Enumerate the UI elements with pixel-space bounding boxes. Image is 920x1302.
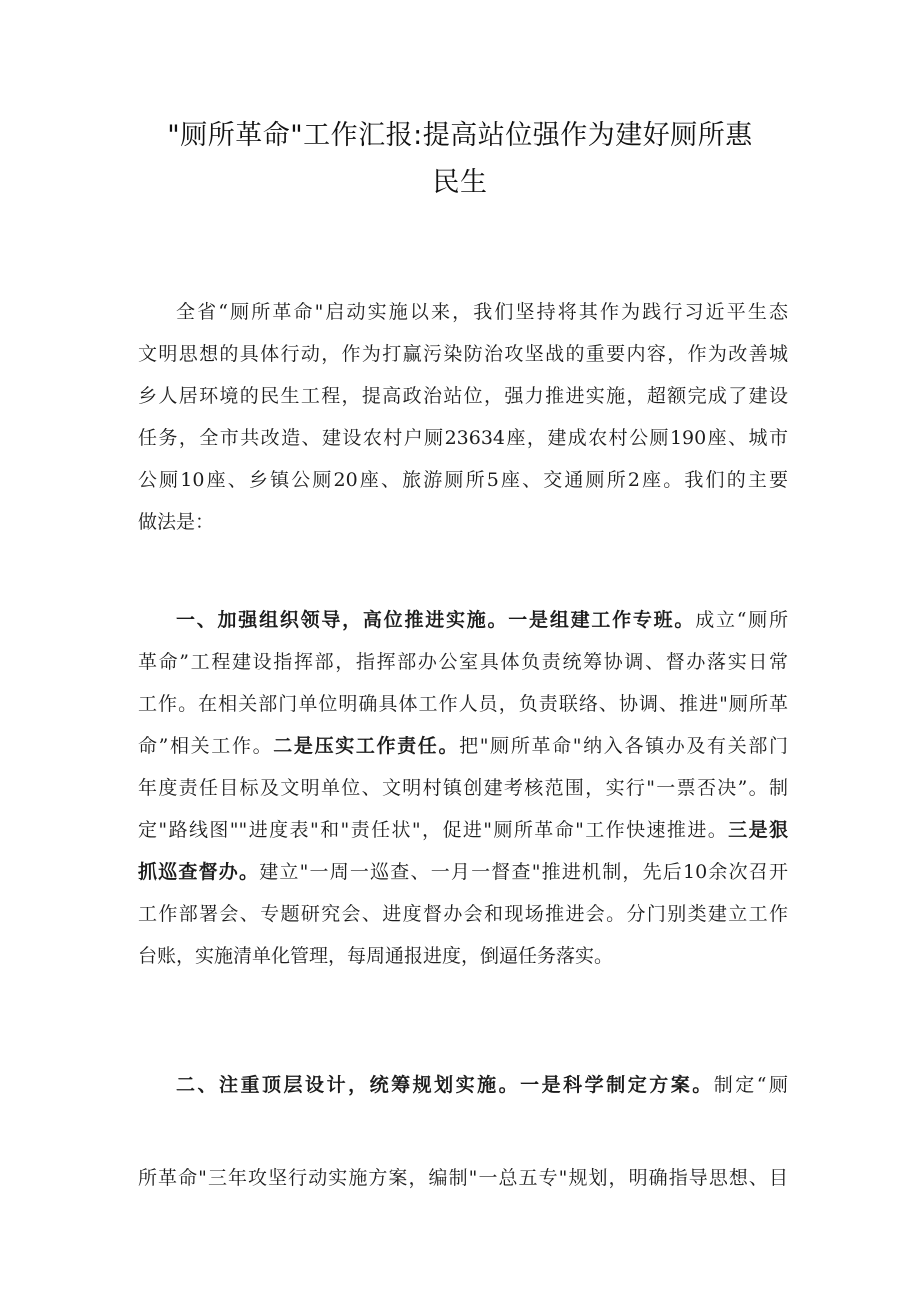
paragraph-line: 任务，全市共改造、建设农村户厕23634座，建成农村公厕190座、城市 — [138, 427, 788, 449]
paragraph-line: 做法是： — [138, 511, 215, 533]
paragraph-line: 革命”工程建设指挥部，指挥部办公室具体负责统筹协调、督办落实日常 — [138, 651, 788, 673]
paragraph-line — [138, 851, 788, 893]
paragraph-text: 定"路线图""进度表"和"责任状"，促进"厕所革命"工作快速推进。 — [138, 819, 729, 841]
section-heading: 一、加强组织领导，高位推进实施。一是组建工作专班。 — [176, 609, 696, 631]
paragraph-line: 所革命"三年攻坚行动实施方案，编制"一总五专"规划，明确指导思想、目 — [138, 1167, 788, 1189]
paragraph-text: 成立“厕所 — [695, 609, 788, 631]
document-title — [100, 112, 820, 206]
section-2-continuation — [138, 1157, 788, 1199]
paragraph-text: 制定“厕 — [713, 1074, 788, 1096]
paragraph-line — [138, 1064, 788, 1106]
section-2-paragraph — [138, 1064, 788, 1106]
subheading: 抓巡查督办。 — [138, 861, 260, 883]
intro-paragraph — [138, 291, 788, 543]
paragraph-line: 全省“厕所革命"启动实施以来，我们坚持将其作为践行习近平生态 — [176, 301, 788, 323]
paragraph-line — [138, 809, 788, 851]
paragraph-line: 工作。在相关部门单位明确具体工作人员，负责联络、协调、推进"厕所革 — [138, 693, 788, 715]
subheading: 二是压实工作责任。 — [273, 735, 460, 757]
paragraph-line — [138, 599, 788, 641]
paragraph-line: 公厕10座、乡镇公厕20座、旅游厕所5座、交通厕所2座。我们的主要 — [138, 469, 788, 491]
paragraph-text: 建立"一周一巡查、一月一督查"推进机制，先后10余次召开 — [259, 861, 788, 883]
paragraph-line — [138, 725, 788, 767]
title-line-2: 民生 — [432, 167, 488, 198]
paragraph-text: 把"厕所革命"纳入各镇办及有关部门 — [459, 735, 788, 757]
paragraph-line: 乡人居环境的民生工程，提高政治站位，强力推进实施，超额完成了建设 — [138, 385, 788, 407]
paragraph-text: 命”相关工作。 — [138, 735, 274, 757]
paragraph-line: 工作部署会、专题研究会、进度督办会和现场推进会。分门别类建立工作 — [138, 903, 788, 925]
subheading: 三是狠 — [728, 819, 788, 841]
section-1-paragraph — [138, 599, 788, 977]
title-line-1: "厕所革命"工作汇报:提高站位强作为建好厕所惠 — [167, 120, 753, 151]
paragraph-line: 台账，实施清单化管理，每周通报进度，倒逼任务落实。 — [138, 945, 614, 967]
paragraph-line: 文明思想的具体行动，作为打赢污染防治攻坚战的重要内容，作为改善城 — [138, 343, 788, 365]
section-heading: 二、注重顶层设计，统筹规划实施。一是科学制定方案。 — [176, 1074, 714, 1096]
paragraph-line: 年度责任目标及文明单位、文明村镇创建考核范围，实行"一票否决”。制 — [138, 777, 788, 799]
